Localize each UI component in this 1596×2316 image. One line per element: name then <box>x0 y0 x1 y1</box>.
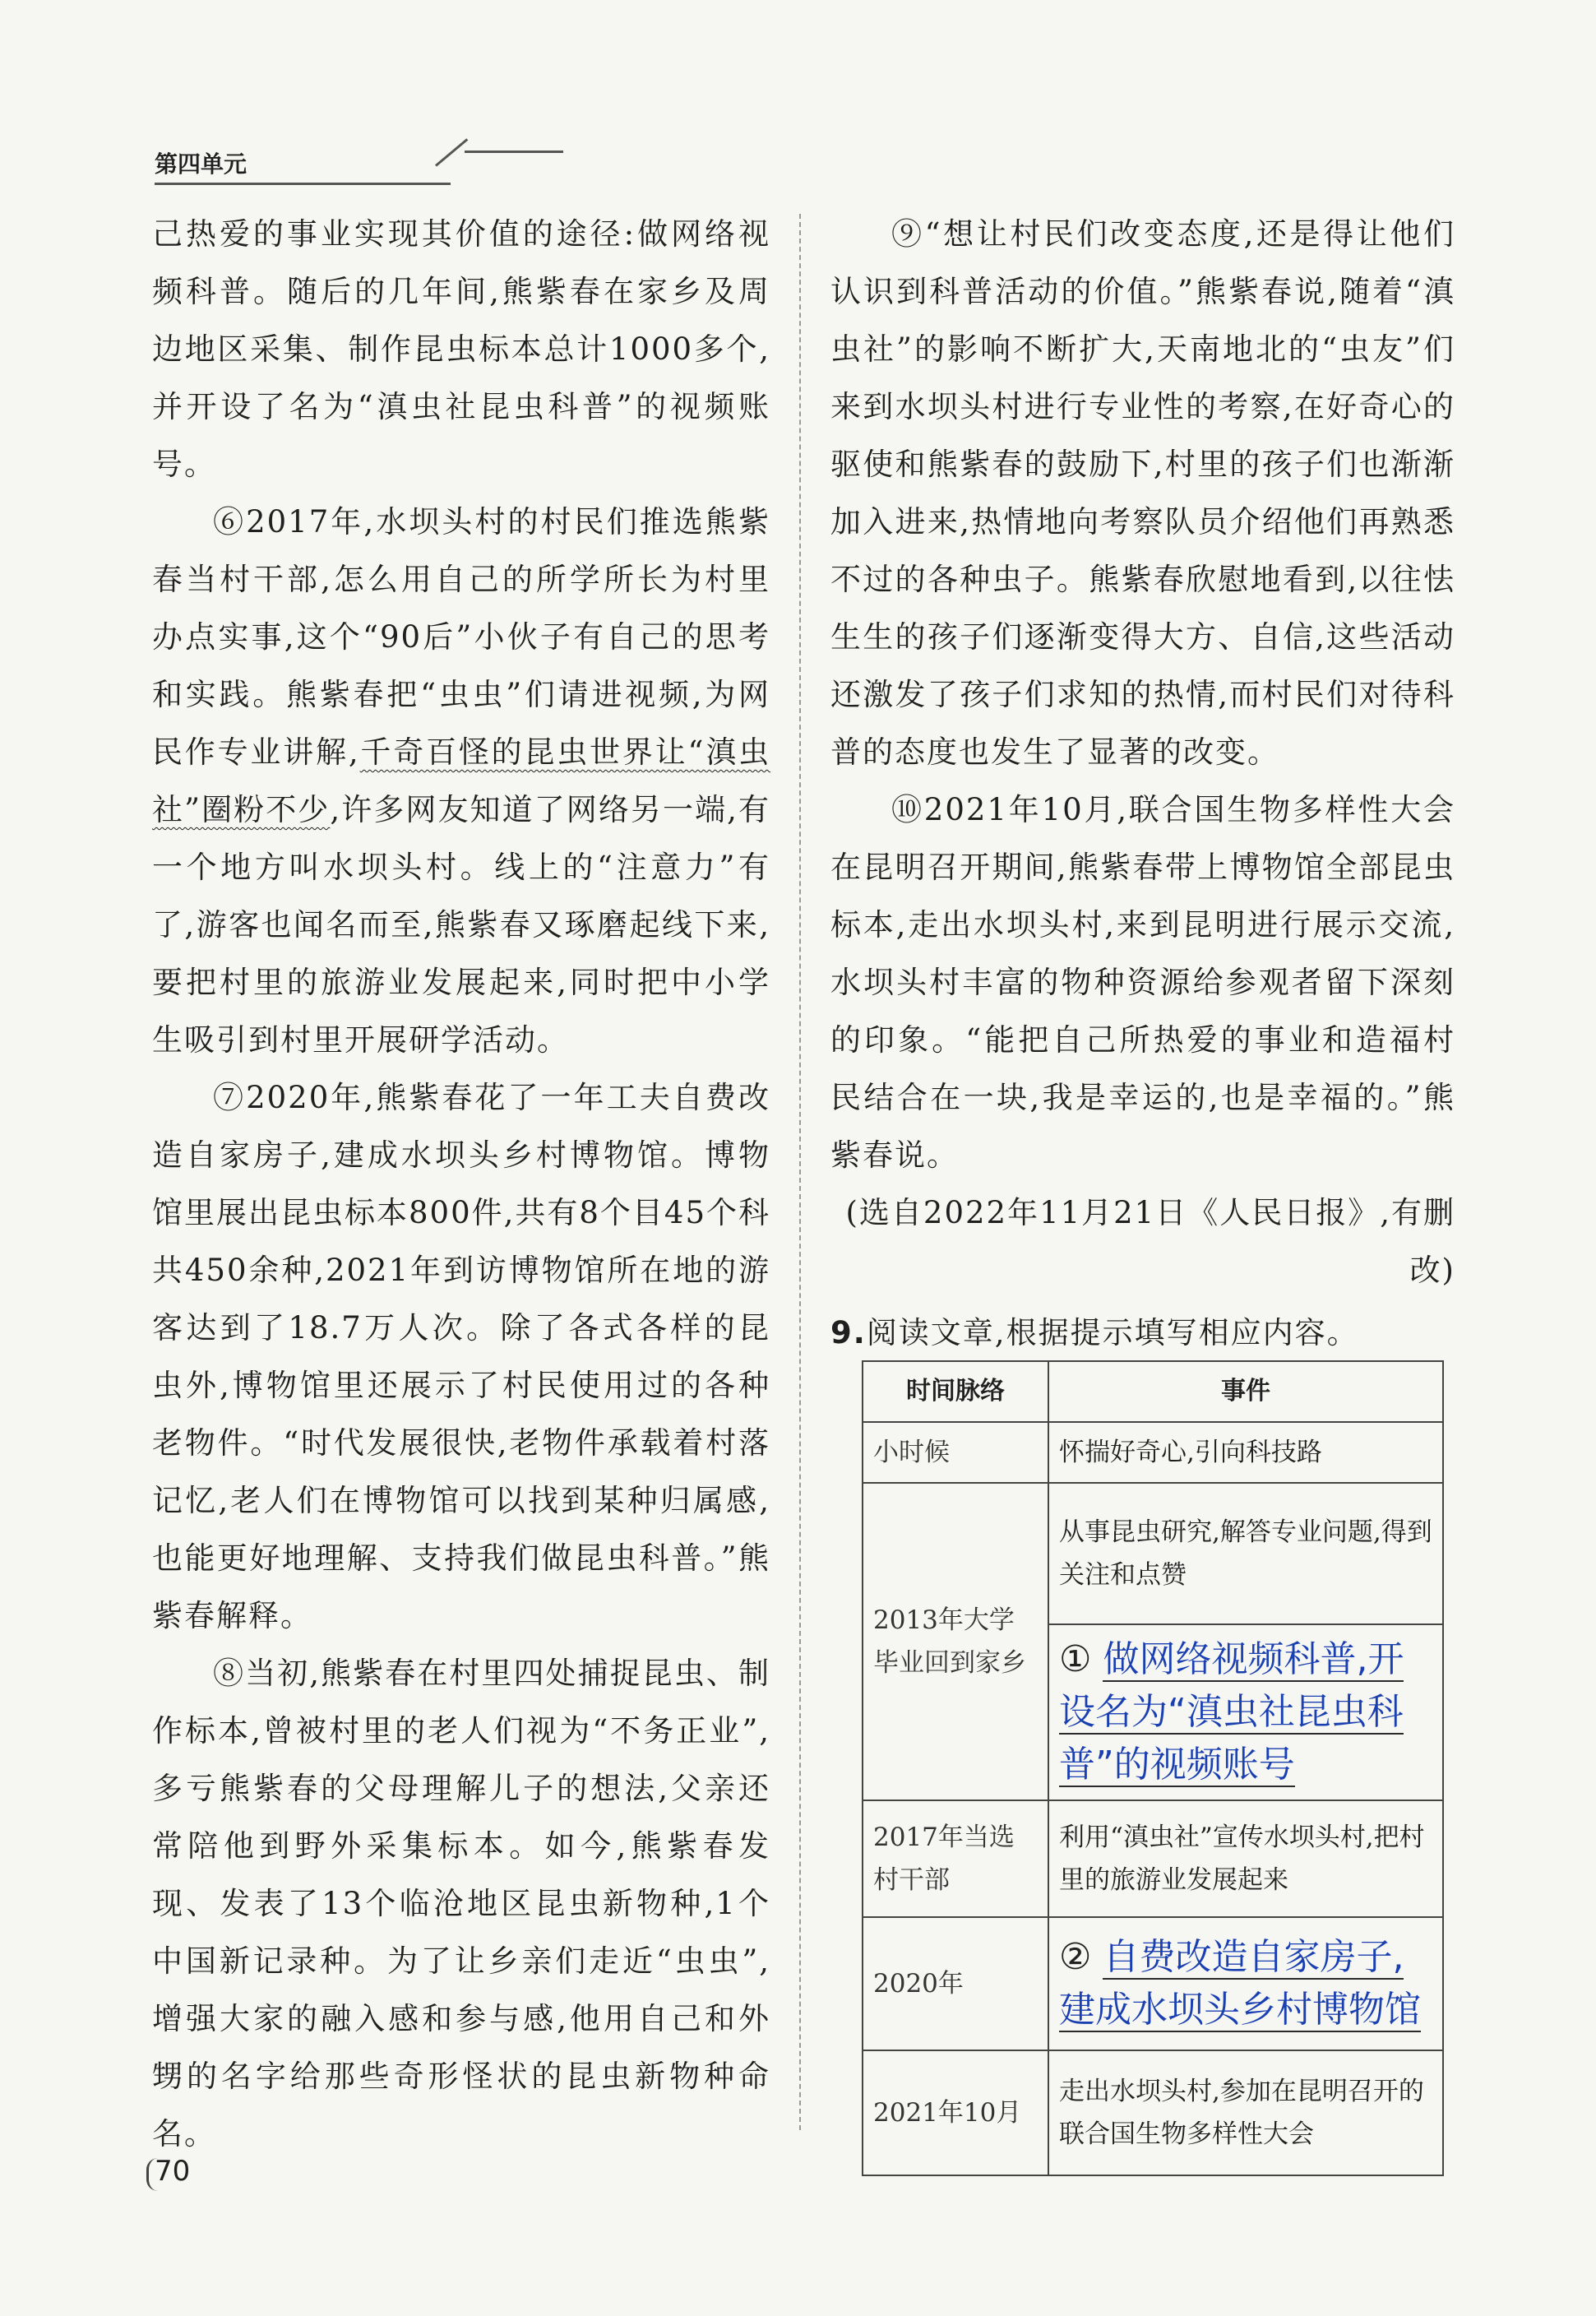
unit-title: 第四单元 <box>155 151 247 178</box>
header-time: 时间脉络 <box>863 1361 1048 1422</box>
table-row <box>863 1800 1443 1917</box>
time-cell: 2013年大学毕业回到家乡 <box>863 1483 1048 1800</box>
header-rule-top <box>465 151 563 153</box>
header-event: 事件 <box>1048 1361 1443 1422</box>
blank-number: ② <box>1059 1936 1092 1978</box>
paragraph-6 <box>152 493 770 1069</box>
handwritten-answer-2: 自费改造自家房子,建成水坝头乡村博物馆 <box>1059 1936 1421 2031</box>
question-text: 阅读文章,根据提示填写相应内容。 <box>866 1315 1359 1350</box>
event-cell: 怀揣好奇心,引向科技路 <box>1048 1422 1443 1483</box>
table-header-row <box>863 1361 1443 1422</box>
paragraph-5-end: 己热爱的事业实现其价值的途径:做网络视频科普。随后的几年间,熊紫春在家乡及周边地区采集、制作昆虫标本总计1000多个,并开设了名为“滇虫社昆虫科普”的视频账号。 <box>152 216 770 482</box>
paragraph-9: ⑨“想让村民们改变态度,还是得让他们认识到科普活动的价值。”熊紫春说,随着“滇虫社”的影响不断扩大,天南地北的“虫友”们来到水坝头村进行专业性的考察,在好奇心的驱使和熊紫春的鼓励下,村里的孩子们也渐渐加入进来,热情地向考察队员介绍他们再熟悉不过的各种虫子。熊紫春欣慰地看到,以往怯生生的孩子们逐渐变得大方、自信,这些活动还激发了孩子们求知的热情,而村民们对待科普的态度也发生了显著的改变。 <box>830 216 1455 770</box>
header-rule-slant <box>435 138 468 166</box>
answer-cell-2[interactable] <box>1048 1917 1443 2050</box>
column-divider <box>799 214 801 2130</box>
time-cell: 2020年 <box>863 1917 1048 2050</box>
timeline-table <box>862 1360 1444 2176</box>
time-cell: 小时候 <box>863 1422 1048 1483</box>
table-row <box>863 2050 1443 2175</box>
page-number: 70 <box>155 2155 191 2188</box>
source-citation: (选自2022年11月21日《人民日报》,有删改) <box>845 1195 1455 1288</box>
paragraph-6-b: ,许多网友知道了网络另一端,有一个地方叫水坝头村。线上的“注意力”有了,游客也闻名而至,熊紫春又琢磨起线下来,要把村里的旅游业发展起来,同时把中小学生吸引到村里开展研学活动。 <box>152 792 770 1058</box>
right-column <box>830 206 1455 1362</box>
question-number: 9. <box>830 1315 867 1350</box>
table-row <box>863 1483 1443 1624</box>
paragraph-8: ⑧当初,熊紫春在村里四处捕捉昆虫、制作标本,曾被村里的老人们视为“不务正业”,多亏熊紫春的父母理解儿子的想法,父亲还常陪他到野外采集标本。如今,熊紫春发现、发表了13个临沧地区昆虫新物种,1个中国新记录种。为了让乡亲们走近“虫虫”,增强大家的融入感和参与感,他用自己和外甥的名字给那些奇形怪状的昆虫新物种命名。 <box>152 1656 770 2152</box>
time-cell: 2021年10月 <box>863 2050 1048 2175</box>
blank-number: ① <box>1059 1638 1092 1680</box>
left-column <box>152 206 770 2163</box>
time-cell: 2017年当选村干部 <box>863 1800 1048 1917</box>
header-rule <box>155 183 451 185</box>
table-row <box>863 1422 1443 1483</box>
underlined-sentence: 千奇百怪的昆虫世界让“滇虫社”圈粉不少 <box>152 734 771 827</box>
answer-cell-1[interactable] <box>1048 1624 1443 1800</box>
paragraph-10: ⑩2021年10月,联合国生物多样性大会在昆明召开期间,熊紫春带上博物馆全部昆虫标本,走出水坝头村,来到昆明进行展示交流,水坝头村丰富的物种资源给参观者留下深刻的印象。“能把自己所热爱的事业和造福村民结合在一块,我是幸运的,也是幸福的。”熊紫春说。 <box>830 792 1455 1173</box>
handwritten-answer-1: 做网络视频科普,开设名为“滇虫社昆虫科普”的视频账号 <box>1059 1638 1404 1786</box>
question-9 <box>830 1304 1455 1362</box>
table-row <box>863 1917 1443 2050</box>
event-cell: 从事昆虫研究,解答专业问题,得到关注和点赞 <box>1048 1483 1443 1624</box>
paragraph-6-a: ⑥2017年,水坝头村的村民们推选熊紫春当村干部,怎么用自己的所学所长为村里办点实事,这个“90后”小伙子有自己的思考和实践。熊紫春把“虫虫”们请进视频,为网民作专业讲解, <box>152 504 770 770</box>
event-cell: 利用“滇虫社”宣传水坝头村,把村里的旅游业发展起来 <box>1048 1800 1443 1917</box>
event-cell: 走出水坝头村,参加在昆明召开的联合国生物多样性大会 <box>1048 2050 1443 2175</box>
paragraph-7: ⑦2020年,熊紫春花了一年工夫自费改造自家房子,建成水坝头乡村博物馆。博物馆里展出昆虫标本800件,共有8个目45个科共450余种,2021年到访博物馆所在地的游客达到了18.7万人次。除了各式各样的昆虫外,博物馆里还展示了村民使用过的各种老物件。“时代发展很快,老物件承载着村落记忆,老人们在博物馆可以找到某种归属感,也能更好地理解、支持我们做昆虫科普。”熊紫春解释。 <box>152 1080 771 1633</box>
